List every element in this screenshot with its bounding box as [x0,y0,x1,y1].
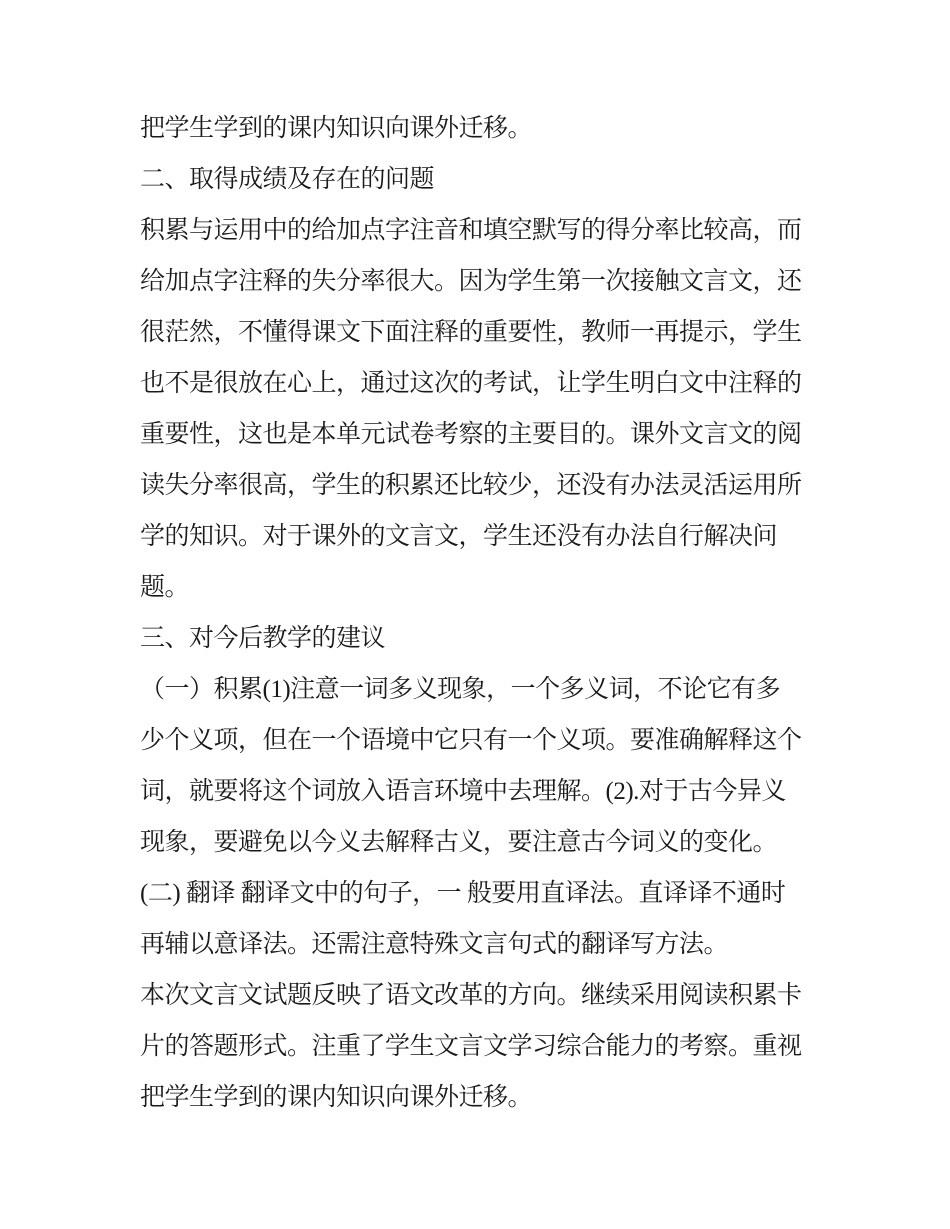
text-line: 本次文言文试题反映了语文改革的方向。继续采用阅读积累卡 [140,982,802,1009]
text-line: 词，就要将这个词放入语言环境中去理解。(2).对于古今异义 [140,778,786,805]
text-line: 给加点字注释的失分率很大。因为学生第一次接触文言文，还 [140,268,802,295]
text-line: 现象，要避免以今义去解释古义，要注意古今词义的变化。 [140,829,778,856]
text-line: 再辅以意译法。还需注意特殊文言句式的翻译写方法。 [140,931,729,958]
section-heading: 三、对今后教学的建议 [140,625,386,652]
text-line: 积累与运用中的给加点字注音和填空默写的得分率比较高，而 [140,217,802,244]
text-line: 重要性，这也是本单元试卷考察的主要目的。课外文言文的阅 [140,421,802,448]
text-line: 也不是很放在心上，通过这次的考试，让学生明白文中注释的 [140,370,802,397]
text-line: 很茫然，不懂得课文下面注释的重要性，教师一再提示，学生 [140,319,802,346]
text-line: 把学生学到的课内知识向课外迁移。 [140,115,533,142]
document-body [140,103,830,1123]
text-line: 把学生学到的课内知识向课外迁移。 [140,1084,533,1111]
text-line: 片的答题形式。注重了学生文言文学习综合能力的考察。重视 [140,1033,802,1060]
text-line: (二) 翻译 翻译文中的句子，一 般要用直译法。直译译不通时 [140,880,786,907]
text-line: 学的知识。对于课外的文言文，学生还没有办法自行解决问 [140,523,778,550]
text-line: 题。 [140,574,190,601]
section-heading: 二、取得成绩及存在的问题 [140,166,435,193]
text-line: （一）积累(1)注意一词多义现象，一个多义词，不论它有多 [140,676,781,703]
text-line: 少个义项，但在一个语境中它只有一个义项。要准确解释这个 [140,727,802,754]
text-line: 读失分率很高，学生的积累还比较少，还没有办法灵活运用所 [140,472,802,499]
